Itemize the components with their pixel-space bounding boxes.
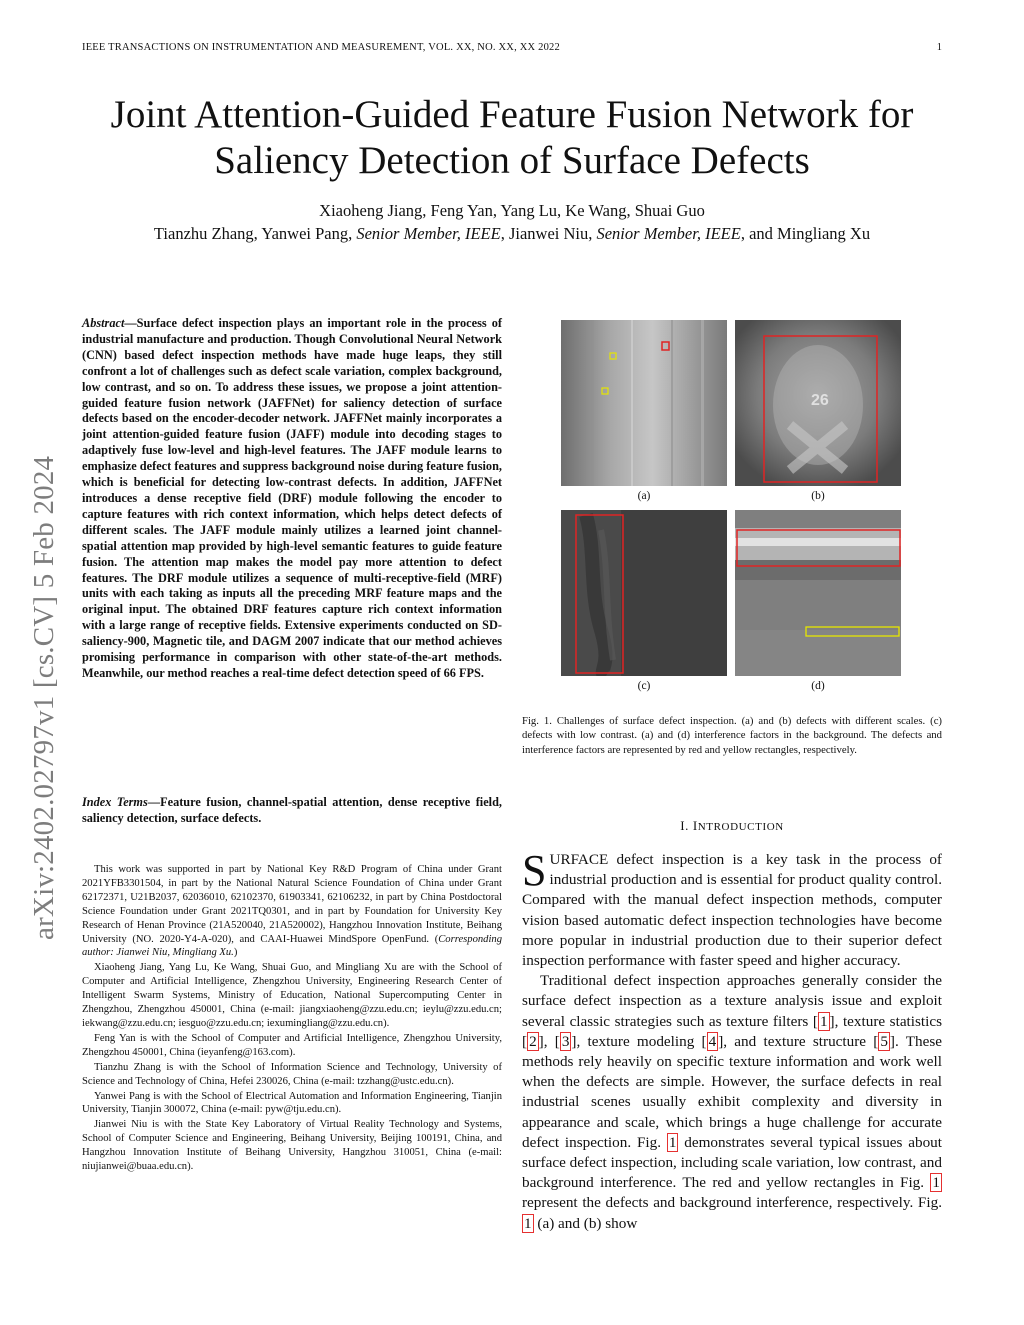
paper-title — [60, 92, 964, 184]
abstract — [82, 316, 502, 682]
footnote-text: ) — [233, 947, 238, 959]
authors-text: , and Mingliang Xu — [740, 224, 871, 243]
citation-link[interactable]: 1 — [819, 1012, 828, 1030]
subfigure-label-b: (b) — [811, 490, 825, 502]
citation-link[interactable]: 4 — [708, 1032, 717, 1050]
footnote-funding — [82, 863, 502, 960]
subfigure-label-d: (d) — [811, 680, 825, 692]
abstract-text: —Surface defect inspection plays an important role in the process of industrial manufacture and production. Though Convolutional Neural Network (CNN) based defect inspection methods have made huge leaps, they still confront a lot of challenges such as defect scale variation, complex background, low contrast, and so on. To address these issues, we propose a joint attention-guided feature fusion network (JAFFNet) for saliency detection of surface defects based on the encoder-decoder network. JAFFNet mainly incorporates a joint attention-guided feature fusion (JAFF) module into decoding stages to adaptively fuse low-level and high-level features. The JAFF module learns to emphasize defect features and suppress background noise during feature fusion, which is beneficial for detecting low-contrast defects. In addition, JAFFNet introduces a dense receptive field (DRF) module following the encoder to capture features with rich context information, which helps detect defects of different scales. The JAFF module mainly utilizes a learned joint channel-spatial attention map provided by high-level semantic features to guide feature fusion. The attention map makes the model pay more attention to defect features. The DRF module utilizes a sequence of multi-receptive-field (MRF) units with each taking as inputs all the preceding MRF feature maps and the original input. The obtained DRF features capture rich context information with a large range of receptive fields. Extensive experiments conducted on SD-saliency-900, Magnetic tile, and DAGM 2007 indicate that our method achieves promising performance in comparison with other state-of-the-art methods. Meanwhile, our method reaches a real-time defect detection speed of 66 FPS. — [82, 316, 502, 680]
figure-panel-a — [561, 320, 727, 486]
section-heading-smallcaps: NTRODUCTION — [697, 821, 784, 833]
footnote-affiliation: Jianwei Niu is with the State Key Laboratory of Virtual Reality Technology and Systems, School of Computer Science and Engineering, Beihang University, Beijing 100191, China, and Hangzhou Innovation Institute of Beihang University, Hangzhou 310051, China (e-mail: niujianwei@buaa.edu.cn). — [82, 1119, 502, 1173]
figure-link[interactable]: 1 — [932, 1174, 940, 1192]
intro-text: . These methods rely heavily on specific texture information and work well when the defects are simple. However, the surface defects in real industrial scenes usually exhibit complexity and diversity in appearance and scale, which brings a huge challenge for accurate defect inspection. Fig. — [522, 1032, 942, 1151]
footnote-affiliation: Tianzhu Zhang is with the School of Information Science and Technology, University of Science and Technology of China, Hefei 230026, China (e-mail: tzzhang@ustc.edu.cn). — [82, 1061, 502, 1087]
corresponding-author: Corresponding author: Jianwei Niu, Mingliang Xu. — [82, 933, 502, 959]
abstract-label: Abstract — [82, 316, 125, 330]
footnote-affiliation: Feng Yan is with the School of Computer and Artificial Intelligence, Zhengzhou University, Zhengzhou 450001, China (ieyanfeng@163.com). — [82, 1032, 502, 1058]
metal-surface-image — [735, 320, 901, 486]
index-terms-text: —Feature fusion, channel-spatial attention, dense receptive field, saliency detection, surface defects. — [82, 795, 502, 825]
figure-link[interactable]: 1 — [524, 1214, 532, 1232]
intro-text: (a) and (b) show — [533, 1214, 638, 1232]
subfigure-label-c: (c) — [637, 680, 651, 692]
running-header: IEEE TRANSACTIONS ON INSTRUMENTATION AND MEASUREMENT, VOL. XX, NO. XX, XX 2022 — [82, 42, 560, 53]
section-heading-text: I. I — [680, 818, 698, 833]
citation-link[interactable]: 3 — [561, 1032, 570, 1050]
figure-panel-b — [735, 320, 901, 486]
figure-panel-c — [561, 510, 727, 676]
section-heading — [522, 818, 942, 834]
intro-text: , texture modeling — [576, 1032, 702, 1050]
intro-text: demonstrates several typical issues about surface defect inspection, including scale variation, low contrast, and background interference. The red and yellow rectangles in Fig. — [522, 1133, 942, 1192]
arxiv-stamp[interactable]: arXiv:2402.02797v1 [cs.CV] 5 Feb 2024 — [28, 455, 60, 940]
authors-text: Tianzhu Zhang, Yanwei Pang, — [153, 224, 357, 243]
intro-text: URFACE defect inspection is a key task in the process of industrial production and is essential for product quality control. Compared with the manual defect inspection methods, computer vision based automatic defect inspection technologies have become more popular in industrial production due to their superior defect inspection performance with faster speed and higher accuracy. — [522, 851, 942, 970]
footnotes — [82, 863, 502, 1175]
metal-surface-image — [561, 320, 727, 486]
subfigure-label-a: (a) — [637, 490, 651, 502]
authors-line-2 — [60, 222, 964, 245]
intro-text: Traditional defect inspection approaches generally consider the surface defect inspection as a texture analysis issue and exploit several classic strategies such as texture filters — [522, 972, 942, 1030]
introduction-body — [522, 846, 942, 1234]
author-list — [60, 199, 964, 245]
footnote-affiliation: Yanwei Pang is with the School of Electrical Automation and Information Engineering, Tianjin University, Tianjin 300072, China (e-mail: pyw@tju.edu.cn). — [82, 1090, 502, 1116]
metal-surface-image — [735, 510, 901, 676]
authors-line-1: Xiaoheng Jiang, Feng Yan, Yang Lu, Ke Wang, Shuai Guo — [319, 201, 705, 220]
metal-surface-image — [561, 510, 727, 676]
intro-text: , — [543, 1032, 555, 1050]
member-title: Senior Member, IEEE — [596, 224, 741, 243]
panel-b-number: 26 — [811, 392, 829, 409]
citation-link[interactable]: 2 — [529, 1032, 537, 1050]
figure-caption: Fig. 1. Challenges of surface defect inspection. (a) and (b) defects with different scales. (c) defects with low contrast. (a) and (d) interference factors in the background. The defects and interference factors are represented by red and yellow rectangles, respectively. — [522, 715, 942, 756]
figure-link[interactable]: 1 — [668, 1133, 677, 1151]
title-line-2: Saliency Detection of Surface Defects — [214, 139, 810, 182]
footnote-text: This work was supported in part by National Key R&D Program of China under Grant 2021YFB3301504, in part by the National Natural Science Foundation of China under Grant 62172371, U21B2037, 62036010, 62102370, 61903341, 62106232, in part by China Postdoctoral Science Foundation under Grant 2021TQ0301, and in part by Foundation for University Key Research of Henan Province (21A520040, 21A520002), Hangzhou Innovation Institute, Beihang University (NO. 2020-Y4-A-020), and CAAI-Huawei MindSpore OpenFund. ( — [82, 864, 502, 945]
citation-link[interactable]: 5 — [880, 1032, 888, 1050]
footnote-affiliation: Xiaoheng Jiang, Yang Lu, Ke Wang, Shuai Guo, and Mingliang Xu are with the School of Computer and Artificial Intelligence, Zhengzhou University, Engineering Research Center of Intelligent Swarm Systems, Ministry of Education, National Supercomputing Center in Zhengzhou, Zhengzhou 450001, China (e-mail: jiangxiaoheng@zzu.edu.cn; ieylu@zzu.edu.cn; iekwang@zzu.edu.cn; iesguo@zzu.edu.cn; iexumingliang@zzu.edu.cn). — [82, 962, 502, 1029]
index-terms — [82, 795, 502, 827]
intro-paragraph-2: Traditional defect inspection approaches generally consider the surface defect inspection as a texture analysis issue and exploit several classic strategies such as texture filters [ 1 ], texture statistics [ 2 ], [ 3 ], texture modeling [ 4 ], and texture structure [ 5 ]. These methods rely heavily on specific texture information and work well when the defects are simple. However, the surface defects in real industrial scenes usually exhibit complexity and diversity in appearance and scale, which brings a huge challenge for accurate defect inspection. Fig. 1 demonstrates several typical issues about surface defect inspection, including scale variation, low contrast, and background interference. The red and yellow rectangles in Fig. 1 represent the defects and background interference, respectively. Fig. 1 (a) and (b) show — [522, 972, 942, 1232]
member-title: Senior Member, IEEE — [356, 224, 501, 243]
authors-text: , Jianwei Niu, — [500, 224, 597, 243]
intro-text: represent the defects and background interference, respectively. Fig. — [522, 1194, 942, 1212]
title-line-1: Joint Attention-Guided Feature Fusion Network for — [110, 93, 914, 136]
index-terms-label: Index Terms — [82, 795, 148, 809]
intro-paragraph-1 — [522, 846, 942, 971]
intro-text: , texture statistics — [834, 1012, 942, 1030]
page-number: 1 — [936, 42, 942, 53]
intro-text: , and texture structure — [723, 1032, 874, 1050]
figure-panel-d — [735, 510, 901, 676]
drop-cap: S — [522, 846, 547, 895]
